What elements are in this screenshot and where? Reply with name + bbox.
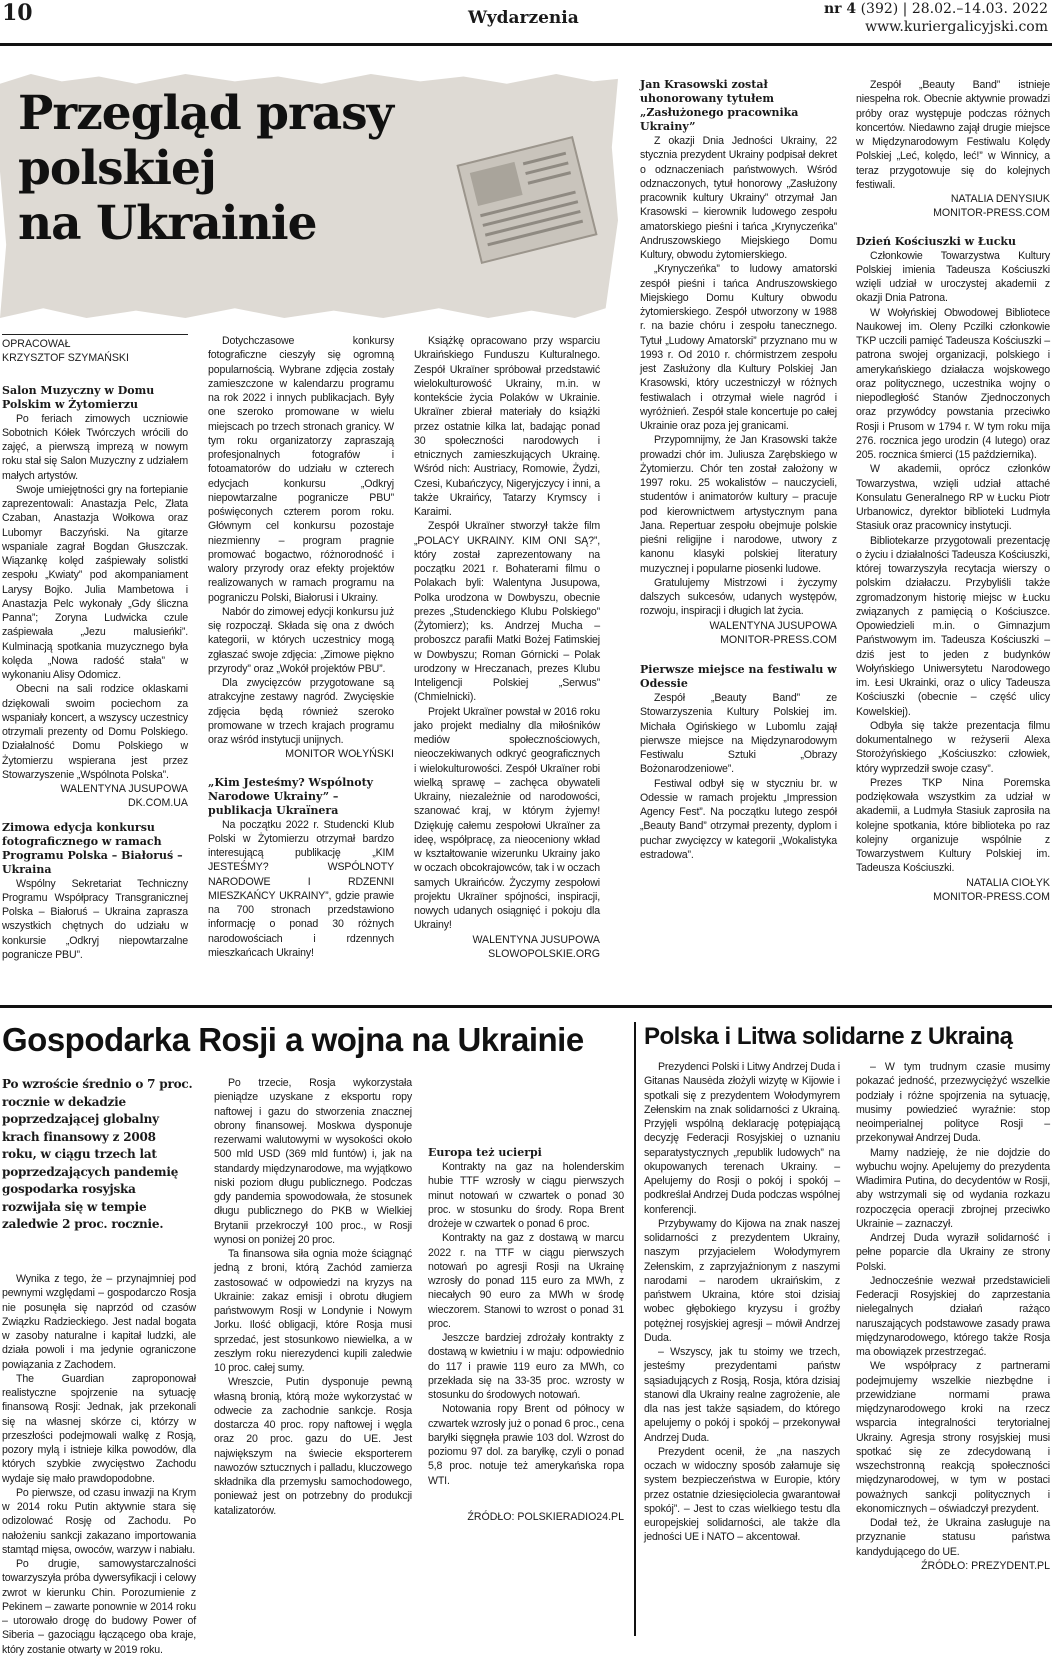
paragraph: Zespół „Beauty Band” istnieje niespełna rok. Obecnie aktywnie prowadzi próby oraz występuje podczas różnych koncertów. Niedawno zajął drugie miejsce w Międzynarodowym Festiwalu Kolędy Polskiej „Leć, kolędo, leć!” w Winnicy, a teraz przygotowuje się do kolejnych festiwali. — [856, 79, 1050, 191]
review-title-line: polskiej — [18, 141, 216, 196]
paragraph: W akademii, oprócz członków Towarzystwa, wzięli udział attaché Konsulatu Generalnego RP w Łucku Piotr Urbanowicz, dyrektor biblioteki Ludmyła Stasiuk oraz pracownicy instytucji. — [856, 463, 1050, 533]
paragraph: – Wszyscy, jak tu stoimy we trzech, jesteśmy prezydentami państw sąsiadujących z Rosją, Rosja, która dzisiaj stanowi dla Ukrainy realne zagrożenie, ale dla nas jest także sąsiadem, do którego apelujemy o pokój i spokój – przekonywał Andrzej Duda. — [644, 1346, 840, 1444]
paragraph: Przybywamy do Kijowa na znak naszej solidarności z prezydentem Ukrainy, naszym przyjacielem Wołodymyrem Zełenskim, z zaprzyjaźnionym z naszymi narodami – narodem ukraińskim, z państwem Ukraina, które stoi dzisiaj wobec głębokiego kryzysu i groźby potężnej rosyjskiej agresji – mówił Andrzej Duda. — [644, 1217, 840, 1344]
review-column-3 — [414, 334, 600, 960]
paragraph: Andrzej Duda wyraził solidarność i pełne poparcie dla Ukrainy ze strony Polski. — [856, 1232, 1050, 1273]
paragraph: Kontrakty na gaz z dostawą w marcu 2022 r. na TTF w ciągu pierwszych notowań po agresji Rosji na Ukrainę wzrosły do ponad 115 euro za MWh, z niecałych 90 euro za MWh w środę wieczorem. Stanowi to wzrost o ponad 31 proc. — [428, 1232, 624, 1330]
paragraph: The Guardian zaproponował realistyczne spojrzenie na sytuację finansową Rosji: Jednak, jak przekonali się na własnej skórze ci, którzy w przeszłości podejmowali walkę z Rosją, pozory mylą i istnieje kilka powodów, dla których szybkie zwycięstwo Zachodu wydaje się mało prawdopodobne. — [2, 1372, 196, 1485]
review-title — [18, 86, 393, 251]
byline-author: KRZYSZTOF SZYMAŃSKI — [2, 352, 129, 365]
paragraph: Zespół Ukraїner stworzył także film „POLACY UKRAINY. KIM ONI SĄ?”, który został zaprezentowany na początku 2021 r. Bohaterami filmu o Polakach byli: Walentyna Jusupowa, Polka urodzona w Dowbyszu, obecnie prezes „Studenckiego Klubu Polskiego” (Żytomierz); ks. Andrzej Mucha – proboszcz parafii Matki Bożej Fatimskiej w Dowbyszu; Roman Górnicki – Polak urodzony w Hreczanach, prezes Klubu Inteligencji Polskiej „Serwus” (Chmielnicki). — [414, 520, 600, 704]
source: WALENTYNA JUSUPOWA — [472, 933, 600, 946]
paragraph: „Krynyczeńka” to ludowy amatorski zespół pieśni i tańca Andruszowskiego Miejskiego Domu Kultury obwodu żytomierskiego. Zespół utworzony w 1988 r. na bazie chóru i zespołu tanecznego. Tytuł „Ludowy Amatorski” przyznano mu w 1993 r. Od 2010 r. chórmistrzem zespołu jest Zasłużony dla Kultury Polskiej Jan Krasowski, który uczestniczył w różnych festiwalach i otrzymał wiele nagród i wyróżnień. Zespół stale koncertuje po całej Ukrainie oraz poza jej granicami. — [640, 263, 837, 432]
source: NATALIA CIOŁYK — [966, 876, 1050, 889]
issue-number: nr 4 — [823, 1, 857, 17]
paragraph: Prezes TKP Nina Poremska podziękowała wszystkim za udział w akademii, a Ludmyła Stasiuk zaprosiła na kolejne spotkania, które biblioteka po raz kolejny organizuje wspólnie z Towarzystwem Kultury Polskiej im. Tadeusza Kościuszki. — [856, 776, 1050, 875]
russia-title: Gospodarka Rosji a wojna na Ukrainie — [2, 1021, 584, 1058]
issue-dates: (392) | 28.02.–14.03. 2022 — [856, 1, 1048, 17]
russia-column-3 — [428, 1076, 624, 1636]
paragraph: Po trzecie, Rosja wykorzystała pieniądze uzyskane z eksportu ropy naftowej i gazu do stworzenia znacznej obrony finansowej. Moskwa dysponuje rezerwami walutowymi w wysokości około 500 mld USD (369 mld funtów) i, jak na standardy międzynarodowe, ma wyjątkowo niski poziom długu publicznego. Podczas gdy pandemia spowodowała, że stosunek długu publicznego do PKB w Wielkiej Brytanii przekroczył 100 proc., w Rosji wynosi on poniżej 20 proc. — [214, 1077, 412, 1246]
paragraph: Ta finansowa siła ognia może ściągnąć jedną z broni, którą Zachód zamierza zastosować w odpowiedzi na kryzys na Ukrainie: zakaz emisji i obrotu długiem państwowym Rosji w Londynie i Nowym Jorku. Ilość obligacji, które Rosja musi sprzedać, jest stosunkowo niewielka, a w zeszłym roku nierezydenci kupili zaledwie 10 proc. całej sumy. — [214, 1248, 412, 1374]
paragraph: Po pierwsze, od czasu inwazji na Krym w 2014 roku Putin aktywnie stara się odizolować Rosję od Zachodu. Po nałożeniu sankcji zakazano importowania stamtąd mięsa, owoców, warzyw i nabiału. — [2, 1486, 196, 1556]
byline — [2, 334, 188, 366]
article-heading: Europa też ucierpi — [428, 1146, 542, 1159]
paragraph: Swoje umiejętności gry na fortepianie zaprezentowali: Anastazja Pelc, Złata Czaban, Anastazja Wołkowa oraz Lubomyr Baczyński. Na gitarze wspaniale zagrał Bogdan Głuszczak. Wiązankę kolęd zaśpiewały solistki zespołu „Kwiaty” pod akompaniament Larysy Bojko. Julia Mambetowa i Anastazja Pelc wykonały „Gdy śliczna Panna”; Zoryna Ludwicka czule zaśpiewała „Jezu malusieńki”. Kulminacją spotkania muzycznego była kolęda „Nowa radość stała” w wykonaniu Alisy Odomicz. — [2, 483, 188, 681]
paragraph: Projekt Ukraїner powstał w 2016 roku jako projekt medialny dla miłośników mediów społecznościowych, nieoczekiwanych odkryć geograficznych i wielokulturowości. Zespół Ukraїner robi wielką sprawę – zachęca obywateli Ukrainy, niezależnie od narodowości, szanować kraj, w którym żyjemy! Dziękuję całemu zespołowi Ukraїner za ideę, współpracę, za nieoceniony wkład w kształtowanie wizerunku Ukrainy jako w oczach obcokrajowców, tak i w oczach samych Ukraińców. Życzymy zespołowi projektu Ukraїner spójności, inspiracji, nowych udanych osiągnięć i pokoju dla Ukrainy! — [414, 705, 600, 932]
paragraph: Po drugie, samowystarczalności towarzyszyła próba dywersyfikacji i celowy zwrot w kierunku Chin. Porozumienie z Pekinem – zawarte ponownie w 2014 roku – utorowało drogę do budowy Power of Siberia – gazociągu łączącego oba kraje, który zostanie otwarty w 2019 roku. — [2, 1558, 196, 1656]
article-heading: Jan Krasowski został uhonorowany tytułem „Zasłużonego pracownika Ukrainy” — [640, 78, 799, 133]
paragraph: Wspólny Sekretariat Techniczny Programu Współpracy Transgranicznej Polska – Białoruś – Ukraina zaprasza wszystkich chętnych do udziału w konkursie „Odkryj niepowtarzalne pogranicze PBU”. — [2, 877, 188, 961]
paragraph: Dla zwycięzców przygotowane są atrakcyjne zestawy nagród. Zwycięskie zdjęcia będą również szeroko promowane w trzech krajach programu oraz wśród instytucji unijnych. — [208, 677, 394, 746]
source: NATALIA DENYSIUK — [950, 193, 1050, 205]
russia-lead: Po wzroście średnio o 7 proc. rocznie w dekadzie poprzedzającej globalny krach finansowy z 2008 roku, w ciągu trzech lat poprzedzających pandemię gospodarka rosyjska rozwijała się w tempie zaledwie 2 proc. rocznie. — [2, 1077, 193, 1231]
source: ŹRÓDŁO: POLSKIERADIO24.PL — [467, 1510, 624, 1523]
paragraph: Festiwal odbył się w styczniu br. w Odessie w ramach projektu „Impression Agency Fest”. Na początku lutego zespół „Beauty Band” otrzymał prezenty, dyplom i puchar zwycięzcy w kategorii „Wokalistyka estradowa”. — [640, 777, 837, 861]
paragraph: Książkę opracowano przy wsparciu Ukraińskiego Funduszu Kulturalnego. Zespół Ukraїner spróbował przedstawić wielokulturowość Ukrainy, m.in. w kontekście życia Polaków w Ukrainie. Ukraїner zbierał materiały do książki przez ostatnie kilka lat, badając ponad 30 społeczności narodowych i etnicznych zamieszkujących Ukrainę. Wśród nich: Austriacy, Romowie, Żydzi, Czesi, Kubańczycy, Nigeryjczycy i inni, a także Ukraińcy, Tatarzy Krymscy i Karaimi. — [414, 335, 600, 518]
issue-info — [824, 0, 1048, 36]
russia-column-1 — [2, 1272, 196, 1656]
paragraph: – W tym trudnym czasie musimy pokazać jedność, przezwyciężyć wszelkie podziały i różne spojrzenia na sytuację, musimy powiedzieć wyraźnie: stop neoimperialnej polityce Rosji – przekonywał Andrzej Duda. — [856, 1061, 1050, 1145]
paragraph: Z okazji Dnia Jedności Ukrainy, 22 stycznia prezydent Ukrainy podpisał dekret o odznaczeniach państwowych. Wśród odznaczonych, tytuł honorowy „Zasłużony pracownik kultury Ukrainy” otrzymał Jan Krasowski – kierownik ludowego zespołu amatorskiego pieśni i tańca „Krynyczeńka” Andruszowskiego Miejskiego Domu Kultury, obwodu żytomierskiego. — [640, 135, 837, 261]
paragraph: Obecni na sali rodzice oklaskami dziękowali swoim pociechom za wspaniały koncert, a wszyscy uczestnicy otrzymali prezenty od Domu Polskiego. Działalność Domu Polskiego w Żytomierzu wspierana jest przez Stowarzyszenie „Wspólnota Polska”. — [2, 683, 188, 781]
paragraph: Na początku 2022 r. Studencki Klub Polski w Żytomierzu otrzymał bardzo interesującą publikację „KIM JESTEŚMY? WSPÓLNOTY NARODOWE I RDZENNI MIESZKAŃCY UKRAINY”, gdzie prawie na 700 stronach przedstawiono informację o ponad 30 różnych narodowościach i rdzennych mieszkańcach Ukrainy! — [208, 818, 394, 959]
review-column-1 — [2, 334, 188, 961]
paragraph: Mamy nadzieję, że nie dojdzie do wybuchu wojny. Apelujemy do prezydenta Władimira Putina, do decydentów w Rosji, aby wstrzymali się od wydania rozkazu rozpoczęcia operacji zbrojnej przeciwko Ukrainie – zaznaczył. — [856, 1146, 1050, 1230]
lithuania-title: Polska i Litwa solidarne z Ukrainą — [644, 1023, 1013, 1050]
paragraph: Gratulujemy Mistrzowi i życzymy dalszych sukcesów, udanych występów, rozwoju, inspiracji i długich lat życia. — [640, 576, 837, 618]
paragraph: Zespół „Beauty Band” ze Stowarzyszenia Kultury Polskiej im. Michała Ogińskiego w Lubomlu zajął pierwsze miejsce na Międzynarodowym Festiwalu Sztuki „Obrazy Bożonarodzeniowe”. — [640, 692, 837, 776]
paragraph: Jeszcze bardziej zdrożały kontrakty z dostawą w kwietniu i w maju: odpowiednio do 117 i prawie 119 euro za MWh, co przekłada się na 33-35 proc. wzrosty w stosunku do środowych notowań. — [428, 1332, 624, 1401]
review-title-line: na Ukrainie — [18, 196, 317, 251]
article-heading: Zimowa edycja konkursu fotograficznego w ramach Programu Polska – Białoruś – Ukraina — [2, 820, 183, 876]
paragraph: Nabór do zimowej edycji konkursu już się rozpoczął. Składa się ona z dwóch kategorii, w których uczestnicy mogą zgłaszać swoje zdjęcia: „Zimowe piękno przyrody” oraz „Wokół projektów PBU”. — [208, 605, 394, 675]
paragraph: Wreszcie, Putin dysponuje pewną własną bronią, którą może wykorzystać w odwecie za zachodnie sankcje. Rosja dostarcza 40 proc. ropy naftowej i węgla oraz 20 proc. gazu do UE. Jest największym na świecie eksporterem nawozów sztucznych i palladu, kluczowego składnika dla przemysłu samochodowego, ponieważ jest on potrzebny do produkcji katalizatorów. — [214, 1376, 412, 1517]
source: MONITOR WOŁYŃSKI — [285, 748, 394, 761]
review-column-5 — [856, 78, 1050, 954]
paragraph: Notowania ropy Brent od północy w czwartek wzrosły już o ponad 6 proc., cena baryłki sięgnęła prawie 103 dol. Wzrost do poziomu 97 dol. za baryłkę, czyli o ponad 5,8 proc. notuje też amerykańska ropa WTI. — [428, 1403, 624, 1487]
page-number: 10 — [2, 0, 33, 26]
paragraph: Przypomnijmy, że Jan Krasowski także prowadzi chór im. Juliusza Zarębskiego w Żytomierzu. Chór ten został założony w 1997 roku. 25 wokalistów – nauczycieli, studentów i animatorów kultury – pracuje pod kierownictwem artystycznym pana Jana. Repertuar zespołu obejmuje polskie pieśni religijne i narodowe, utwory z kanonu klasyki polskiej literatury muzycznej i popularne piosenki ludowe. — [640, 434, 837, 575]
source: MONITOR-PRESS.COM — [933, 207, 1050, 220]
source: DK.COM.UA — [127, 797, 188, 810]
paragraph: Bibliotekarze przygotowali prezentację o życiu i działalności Tadeusza Kościuszki, której towarzyszyła recytacja wierszy o polskim działaczu. Przybyliśli także zgromadzonym historię miejsc w Łucku związanych z pamięcią o Kościuszce. Opowiedzieli m.in. o Gimnazjum Państwowym im. Tadeusza Kościuszki – dziś jest to jeden z budynków Wołyńskiego Uniwersytetu Narodowego im. Łesi Ukrainki, oraz o ulicy Tadeusza Kościuszki (obecnie – część ulicy Kowelskiej). — [856, 534, 1050, 718]
paragraph: Wynika z tego, że – przynajmniej pod pewnymi względami – gospodarczo Rosja nie posunęła się naprzód od czasów Związku Radzieckiego. Jest nadal bogata w zasoby naturalne i kapitał ludzki, ale działa powoli i ma jedynie ograniczone powiązania z Zachodem. — [2, 1273, 196, 1371]
source: WALENTYNA JUSUPOWA — [60, 783, 188, 795]
paragraph: Prezydenci Polski i Litwy Andrzej Duda i Gitanas Nausėda złożyli wizytę w Kijowie i spotkali się z prezydentem Wołodymyrem Zełenskim na znak solidarności z Ukrainą. Przyjęli wspólną deklarację potępiającą decyzję Federacji Rosyjskiej o uznaniu separatystycznych „republik ludowych” na okupowanych terenach Ukrainy. – Apelujemy do Rosji o pokój i spokój – podkreślał Andrzej Duda podczas wspólnej konferencji. — [644, 1061, 840, 1216]
source: WALENTYNA JUSUPOWA — [709, 619, 837, 632]
paragraph: Dotychczasowe konkursy fotograficzne cieszyły się ogromną popularnością. Wybrane zdjęcia zostały zamieszczone w kalendarzu programu na rok 2022 i innych publikacjach. Były one szeroko promowane w wielu miejscach po trzech stronach granicy. W tym roku organizatorzy zapraszają profesjonalnych fotografów i fotoamatorów do udziału w czterech edycjach konkursu „Odkryj niepowtarzalne pogranicze PBU” poświęconych czterem porom roku. Głównym cel konkursu pozostaje niezmienny – program pragnie promować bogactwo, różnorodność i walory przyrody oraz efekty projektów realizowanych w ramach programu na pograniczu Polski, Białorusi i Ukrainy. — [208, 335, 394, 604]
paragraph: Po feriach zimowych uczniowie Sobotnich Kółek Twórczych wrócili do zajęć, a pierwszą imprezą w nowym roku stał się Salon Muzyczny z udziałem małych artystów. — [2, 412, 188, 482]
column-divider — [634, 1022, 636, 1636]
lithuania-column-1 — [644, 1060, 840, 1636]
review-column-2 — [208, 334, 394, 959]
paragraph: Jednocześnie wezwał przedstawicieli Federacji Rosyjskiej do zaprzestania nielegalnych działań rażąco naruszających podstawowe zasady prawa międzynarodowego, którego także Rosja ma obowiązek przestrzegać. — [856, 1274, 1050, 1358]
paragraph: Odbyła się także prezentacja filmu dokumentalnego w reżyserii Alexa Storożyńskiego „Kościuszko: człowiek, który wyprzedził swoje czasy”. — [856, 719, 1050, 775]
site-url[interactable]: www.kuriergalicyjski.com — [865, 19, 1048, 35]
russia-column-2 — [214, 1076, 412, 1636]
section-title: Wydarzenia — [468, 8, 579, 28]
article-heading: „Kim Jesteśmy? Wspólnoty Narodowe Ukrainy” – publikacja Ukraїnera — [208, 775, 374, 817]
source: MONITOR-PRESS.COM — [933, 890, 1050, 903]
review-title-line: Przegląd prasy — [18, 86, 393, 141]
paragraph: We współpracy z partnerami podejmujemy wszelkie niezbędne i przewidziane normami prawa międzynarodowego kroki na rzecz wsparcia integralności terytorialnej Ukrainy. Agresja strony rosyjskiej musi spotkać się ze zdecydowaną i wszechstronną reakcją społeczności międzynarodowej, w tym w postaci poważnych sankcji politycznych i ekonomicznych – oświadczył prezydent. — [856, 1360, 1050, 1515]
paragraph: Dodał też, że Ukraina zasługuje na przyznanie statusu państwa kandydującego do UE. — [856, 1517, 1050, 1558]
source: MONITOR-PRESS.COM — [720, 633, 837, 646]
paragraph: Prezydent ocenił, że „na naszych oczach w widoczny sposób załamuje się system bezpieczeństwa w Europie, który przez ostatnie dziesięciolecia gwarantował spokój”. – Jest to czas wielkiego testu dla europejskiej solidarności, ale także dla jedności UE i NATO – akcentował. — [644, 1445, 840, 1544]
article-heading: Pierwsze miejsce na festiwalu w Odessie — [640, 663, 837, 690]
article-heading: Dzień Kościuszki w Łucku — [856, 234, 1017, 248]
lithuania-column-2 — [856, 1060, 1050, 1636]
paragraph: Kontrakty na gaz na holenderskim hubie TTF wzrosły w ciągu pierwszych minut notowań w czwartek o ponad 30 proc. w stosunku do środy. Ropa Brent drożeje w czwartek o ponad 6 proc. — [428, 1161, 624, 1230]
article-heading: Salon Muzyczny w Domu Polskim w Żytomierzu — [2, 383, 155, 411]
review-column-4 — [640, 78, 837, 954]
page-header — [0, 0, 1052, 46]
paragraph: W Wołyńskiej Obwodowej Bibliotece Naukowej im. Oleny Pczilki członkowie TKP uczcili pamięć Tadeusza Kościuszki – patrona swojej organizacji, polskiego i amerykańskiego działacza wojskowego oraz politycznego, uczestnika wojny o niepodległość Stanów Zjednoczonych oraz przywódcy powstania przeciwko Rosji i Prusom w 1794 r. W tym roku mija 276. rocznica jego urodzin (4 lutego) oraz 205. rocznica śmierci (15 października). — [856, 306, 1050, 461]
source: ŹRÓDŁO: PREZYDENT.PL — [921, 1559, 1050, 1572]
paragraph: Członkowie Towarzystwa Kultury Polskiej imienia Tadeusza Kościuszki wzięli udział w uroczystej akademii z okazji Dnia Patrona. — [856, 249, 1050, 305]
section-divider — [0, 1005, 1052, 1008]
byline-label: OPRACOWAŁ — [2, 338, 71, 350]
source: SLOWOPOLSKIE.ORG — [488, 947, 600, 960]
